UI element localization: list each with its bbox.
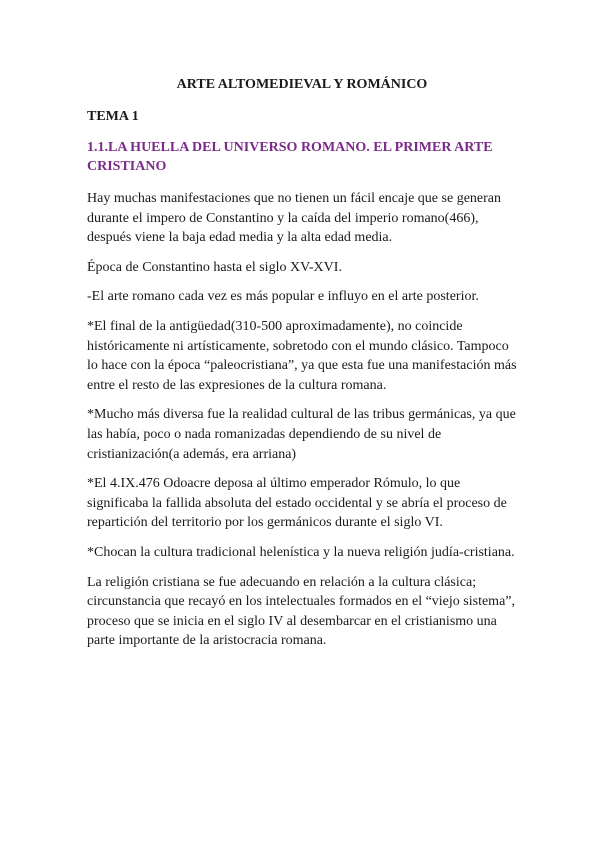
- document-page: [87, 76, 517, 661]
- paragraph: Hay muchas manifestaciones que no tienen un fácil encaje que se generan durante el impero de Constantino y la caída del imperio romano(466), después viene la baja edad media y la alta edad media.: [87, 191, 501, 246]
- paragraph: *Chocan la cultura tradicional helenística y la nueva religión judía-cristiana.: [87, 544, 515, 560]
- paragraph: *El 4.IX.476 Odoacre deposa al último emperador Rómulo, lo que significaba la fallida absoluta del estado occidental y se abría el proceso de repartición del territorio por los germánicos durante el siglo VI.: [87, 476, 507, 531]
- section-heading: 1.1.LA HUELLA DEL UNIVERSO ROMANO. EL PRIMER ARTE CRISTIANO: [87, 140, 493, 174]
- paragraph: Época de Constantino hasta el siglo XV-XVI.: [87, 259, 342, 275]
- document-title: ARTE ALTOMEDIEVAL Y ROMÁNICO: [176, 77, 428, 92]
- paragraph: -El arte romano cada vez es más popular e influyo en el arte posterior.: [87, 289, 479, 305]
- paragraph: *El final de la antigüedad(310-500 aproximadamente), no coincide históricamente ni artísticamente, sobretodo con el mundo clásico. Tampoco lo hace con la época “paleocristiana”, ya que esta fue una manifestación más entre el resto de las expresiones de la cultura romana.: [87, 318, 517, 393]
- tema-label: TEMA 1: [87, 109, 139, 124]
- paragraph: La religión cristiana se fue adecuando en relación a la cultura clásica; circunstancia que recayó en los intelectuales formados en el “viejo sistema”, proceso que se inicia en el siglo IV al desembarcar en el cristianismo una parte importante de la aristocracia romana.: [87, 574, 515, 649]
- paragraph: *Mucho más diversa fue la realidad cultural de las tribus germánicas, ya que las había, poco o nada romanizadas dependiendo de su nivel de cristianización(a además, era arriana): [87, 407, 516, 462]
